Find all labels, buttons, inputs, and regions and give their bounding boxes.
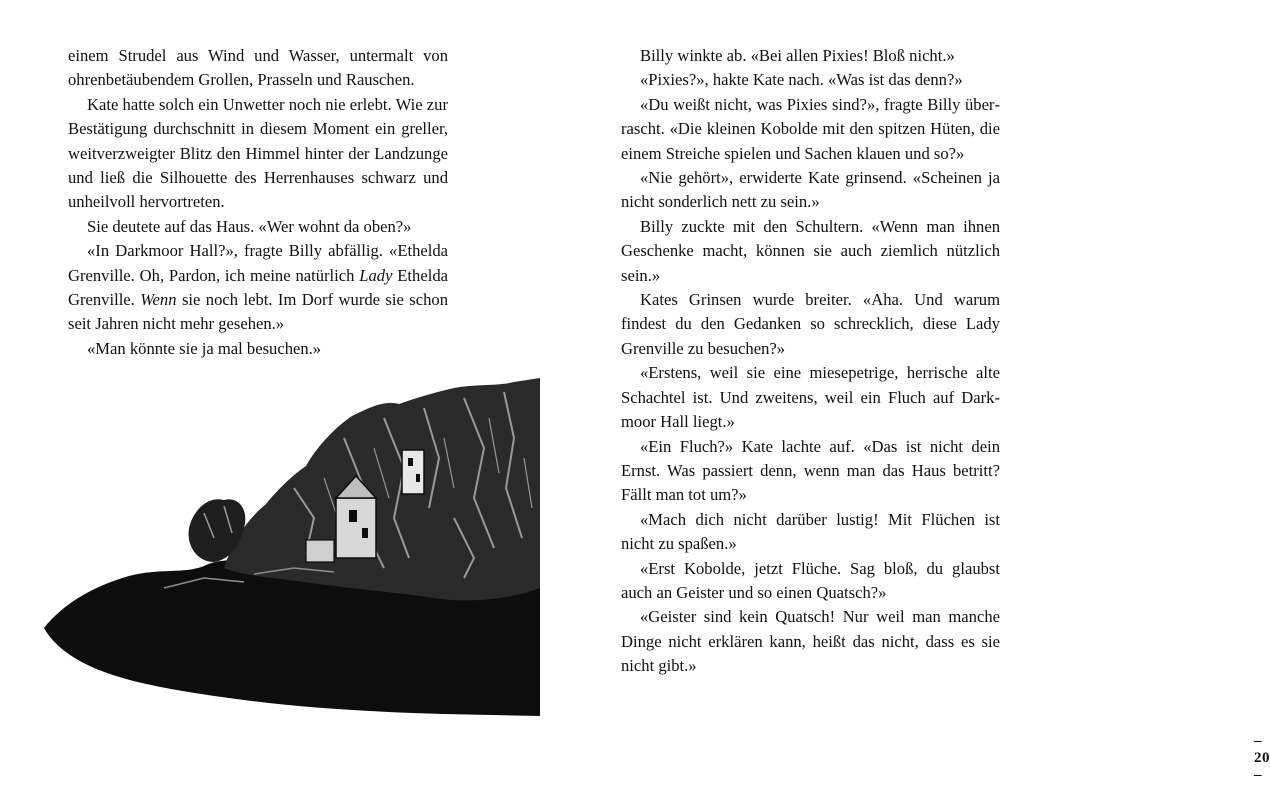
left-text-column [68,44,448,361]
text-run: sie noch lebt. Im Dorf wurde sie schon seit Jahren nicht mehr gesehen.» [68,290,448,334]
cliff-with-house-illustration [44,378,540,718]
right-page [500,0,1270,800]
left-page [0,0,500,800]
paragraph: Kates Grinsen wurde breiter. «Aha. Und warum findest du den Gedanken so schrecklich, diese Lady Grenville zu besuchen?» [621,290,1000,358]
text-run: Ethelda Grenville. [68,265,448,310]
paragraph: Billy winkte ab. «Bei allen Pixies! Bloß nicht.» [640,46,955,65]
paragraph: «Pixies?», hakte Kate nach. «Was ist das denn?» [640,70,963,90]
paragraph: Sie deutete auf das Haus. «Wer wohnt da oben?» [87,216,412,236]
paragraph: Billy zuckte mit den Schultern. «Wenn man ihnen Geschenke macht, können sie auch ziemlich nützlich sein.» [621,216,1000,285]
paragraph: «Du weißt nicht, was Pixies sind?», fragte Billy überrascht. «Die kleinen Kobolde mit den spitzen Hüten, die einem Streiche spielen und Sachen klauen und so?» [621,94,1000,163]
paragraph: «Mach dich nicht darüber lustig! Mit Flüchen ist nicht zu spaßen.» [621,509,1000,554]
paragraph: «Geister sind kein Quatsch! Nur weil man manche Dinge nicht erklären kann, heißt das nicht, dass es sie nicht gibt.» [621,607,1000,676]
paragraph: «Man könnte sie ja mal besuchen.» [87,338,322,358]
paragraph: «Nie gehört», erwiderte Kate grinsend. «Scheinen ja nicht sonderlich nett zu sein.» [621,168,1000,212]
italic-lady: Lady [359,265,393,285]
paragraph: «Ein Fluch?» Kate lachte auf. «Das ist nicht dein Ernst. Was passiert denn, wenn man das Haus betritt? Fällt man tot um?» [621,436,1000,505]
paragraph: einem Strudel aus Wind und Wasser, untermalt von ohrenbetäubendem Grollen, Prasseln und Rauschen. [68,46,448,90]
text-run: «In Darkmoor Hall?», fragte Billy abfällig. «Ethelda Grenville. Oh, Pardon, ich meine natürlich [68,241,448,285]
paragraph: Kate hatte solch ein Unwetter noch nie erlebt. Wie zur Bestätigung durchschnitt in diesem Moment ein greller, weitverzweigter Blitz den Himmel hinter der Landzunge und ließ die Silhouette des Herrenhauses schwarz und unheilvoll hervortreten. [68,94,448,212]
paragraph [68,239,448,337]
page-number: – 20 – [1254,733,1270,783]
italic-wenn: Wenn [140,290,177,310]
paragraph: «Erstens, weil sie eine miesepetrige, herrische alte Schachtel ist. Und zweitens, weil ein Fluch auf Darkmoor Hall liegt.» [621,363,1000,432]
paragraph: «Erst Kobolde, jetzt Flüche. Sag bloß, du glaubst auch an Geister und so einen Quatsch?» [621,558,1000,602]
right-text-column [621,44,1000,679]
